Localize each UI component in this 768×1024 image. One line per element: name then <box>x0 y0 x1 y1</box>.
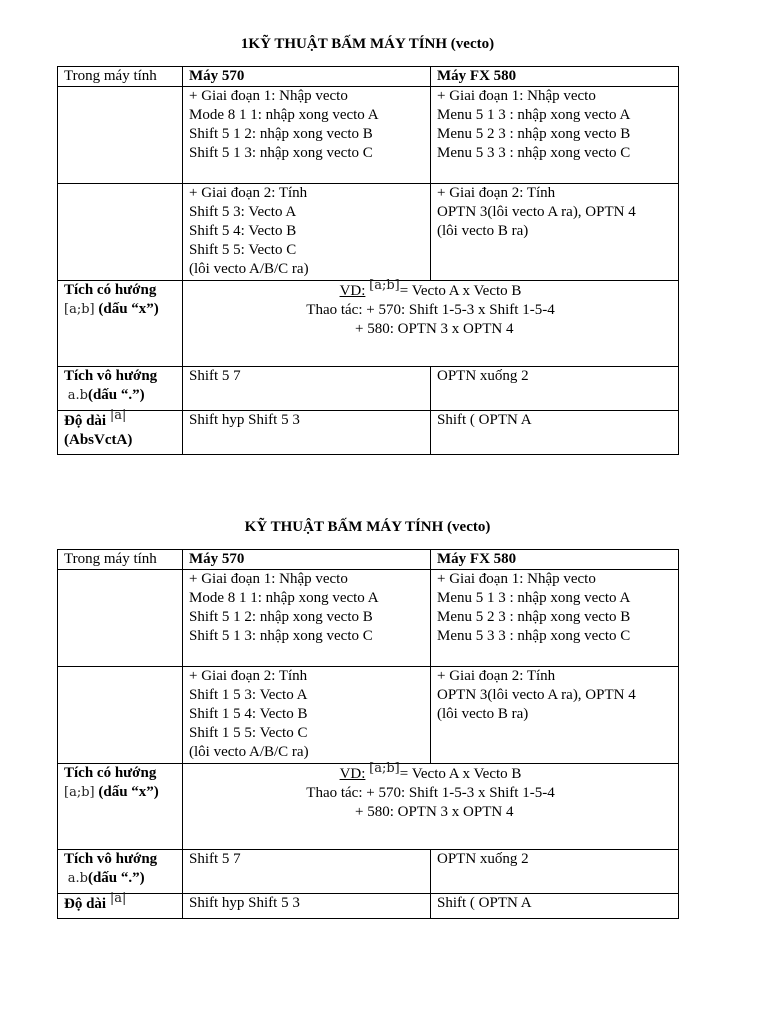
length-570: Shift hyp Shift 5 3 <box>183 411 431 455</box>
length-extra: (AbsVctA) <box>64 432 133 448</box>
header-cell-570: Máy 570 <box>183 550 431 570</box>
empty-cell <box>58 570 183 667</box>
text-line: + Giai đoạn 1: Nhập vecto <box>437 571 596 587</box>
length-label-cell <box>58 891 183 919</box>
example-label: VD: <box>339 766 366 782</box>
keystroke-table <box>57 66 679 455</box>
dot-product-label-cell <box>58 367 183 411</box>
calc-stage-fx580 <box>431 184 679 281</box>
cross-mark: (dấu “x”) <box>98 784 159 800</box>
empty-cell <box>58 667 183 764</box>
text-line: Shift 5 3: Vecto A <box>189 204 297 220</box>
calc-stage-fx580 <box>431 667 679 764</box>
header-cell-context: Trong máy tính <box>58 67 183 87</box>
text-line: Mode 8 1 1: nhập xong vecto A <box>189 107 379 123</box>
length-label: Độ dài <box>64 896 107 912</box>
calc-stage-570 <box>183 667 431 764</box>
text-line: Menu 5 1 3 : nhập xong vecto A <box>437 590 631 606</box>
example-steps-580: + 580: OPTN 3 x OPTN 4 <box>355 321 514 337</box>
text-line: Shift 5 1 3: nhập xong vecto C <box>189 628 373 644</box>
empty-cell <box>58 87 183 184</box>
text-line: Menu 5 2 3 : nhập xong vecto B <box>437 126 631 142</box>
input-stage-fx580 <box>431 570 679 667</box>
length-fx580: Shift ( OPTN A <box>431 894 679 919</box>
section-title: 1KỸ THUẬT BẤM MÁY TÍNH (vecto) <box>240 36 495 52</box>
text-line: Shift 5 5: Vecto C <box>189 242 297 258</box>
text-line: Mode 8 1 1: nhập xong vecto A <box>189 590 379 606</box>
text-line: Shift 1 5 5: Vecto C <box>189 725 308 741</box>
input-stage-fx580 <box>431 87 679 184</box>
dot-product-fx580: OPTN xuống 2 <box>431 367 679 411</box>
dot-product-570: Shift 5 7 <box>183 850 431 894</box>
text-line: + Giai đoạn 2: Tính <box>189 668 308 684</box>
text-line: + Giai đoạn 1: Nhập vecto <box>437 88 596 104</box>
header-cell-context: Trong máy tính <box>58 550 183 570</box>
length-notation: |a| <box>109 408 127 423</box>
dot-notation: a.b <box>67 871 88 886</box>
example-text: = Vecto A x Vecto B <box>399 766 522 782</box>
text-line: Menu 5 3 3 : nhập xong vecto C <box>437 628 631 644</box>
cross-mark: (dấu “x”) <box>98 301 159 317</box>
length-row <box>58 411 679 455</box>
example-notation: [a;b] <box>369 278 400 293</box>
cross-product-label: Tích có hướng <box>64 765 157 781</box>
dot-product-label: Tích vô hướng <box>64 368 158 384</box>
example-steps-580: + 580: OPTN 3 x OPTN 4 <box>355 804 514 820</box>
text-line: (lôi vecto A/B/C ra) <box>189 261 309 277</box>
header-row <box>58 67 679 87</box>
input-stage-row <box>58 87 679 184</box>
empty-cell <box>58 184 183 281</box>
dot-mark: (dấu “.”) <box>87 870 145 886</box>
cross-product-label-cell <box>58 281 183 367</box>
cross-notation: [a;b] <box>64 302 95 317</box>
text-line: + Giai đoạn 1: Nhập vecto <box>189 571 348 587</box>
text-line: Menu 5 3 3 : nhập xong vecto C <box>437 145 631 161</box>
text-line: Menu 5 2 3 : nhập xong vecto B <box>437 609 631 625</box>
example-steps-570: Thao tác: + 570: Shift 1-5-3 x Shift 1-5-4 <box>306 302 555 318</box>
text-line: Shift 5 1 3: nhập xong vecto C <box>189 145 373 161</box>
section-2 <box>57 517 678 919</box>
dot-product-fx580: OPTN xuống 2 <box>431 850 679 894</box>
text-line: Shift 5 1 2: nhập xong vecto B <box>189 609 373 625</box>
input-stage-570 <box>183 570 431 667</box>
calc-stage-row <box>58 667 679 764</box>
input-stage-570 <box>183 87 431 184</box>
text-line: OPTN 3(lôi vecto A ra), OPTN 4 <box>437 687 636 703</box>
cross-product-row <box>58 764 679 850</box>
calc-stage-row <box>58 184 679 281</box>
text-line: Menu 5 1 3 : nhập xong vecto A <box>437 107 631 123</box>
cross-product-label-cell <box>58 764 183 850</box>
section-title: KỸ THUẬT BẤM MÁY TÍNH (vecto) <box>244 519 491 535</box>
dot-notation: a.b <box>67 388 88 403</box>
dot-product-row <box>58 850 679 894</box>
text-line: OPTN 3(lôi vecto A ra), OPTN 4 <box>437 204 636 220</box>
example-steps-570: Thao tác: + 570: Shift 1-5-3 x Shift 1-5-4 <box>306 785 555 801</box>
length-label: Độ dài <box>64 413 107 429</box>
header-cell-fx580: Máy FX 580 <box>431 550 679 570</box>
text-line: (lôi vecto B ra) <box>437 223 529 239</box>
text-line: + Giai đoạn 2: Tính <box>437 185 556 201</box>
text-line: + Giai đoạn 1: Nhập vecto <box>189 88 348 104</box>
header-cell-570: Máy 570 <box>183 67 431 87</box>
section-1 <box>57 34 678 455</box>
text-line: + Giai đoạn 2: Tính <box>189 185 308 201</box>
text-line: (lôi vecto A/B/C ra) <box>189 744 309 760</box>
length-570: Shift hyp Shift 5 3 <box>183 894 431 919</box>
text-line: Shift 1 5 3: Vecto A <box>189 687 308 703</box>
cross-notation: [a;b] <box>64 785 95 800</box>
header-row <box>58 550 679 570</box>
header-cell-fx580: Máy FX 580 <box>431 67 679 87</box>
dot-mark: (dấu “.”) <box>87 387 145 403</box>
example-notation: [a;b] <box>369 761 400 776</box>
calc-stage-570 <box>183 184 431 281</box>
example-label: VD: <box>339 283 366 299</box>
text-line: Shift 1 5 4: Vecto B <box>189 706 308 722</box>
text-line: Shift 5 1 2: nhập xong vecto B <box>189 126 373 142</box>
dot-product-570: Shift 5 7 <box>183 367 431 411</box>
length-notation: |a| <box>109 891 127 906</box>
text-line: Shift 5 4: Vecto B <box>189 223 297 239</box>
cross-product-row <box>58 281 679 367</box>
text-line: + Giai đoạn 2: Tính <box>437 668 556 684</box>
cross-product-label: Tích có hướng <box>64 282 157 298</box>
dot-product-row <box>58 367 679 411</box>
text-line: (lôi vecto B ra) <box>437 706 529 722</box>
length-fx580: Shift ( OPTN A <box>431 411 679 455</box>
cross-product-example <box>183 278 679 367</box>
cross-product-example <box>183 761 679 850</box>
input-stage-row <box>58 570 679 667</box>
keystroke-table <box>57 549 679 919</box>
length-row <box>58 894 679 919</box>
length-label-cell <box>58 408 183 455</box>
example-text: = Vecto A x Vecto B <box>399 283 522 299</box>
dot-product-label: Tích vô hướng <box>64 851 158 867</box>
dot-product-label-cell <box>58 850 183 894</box>
